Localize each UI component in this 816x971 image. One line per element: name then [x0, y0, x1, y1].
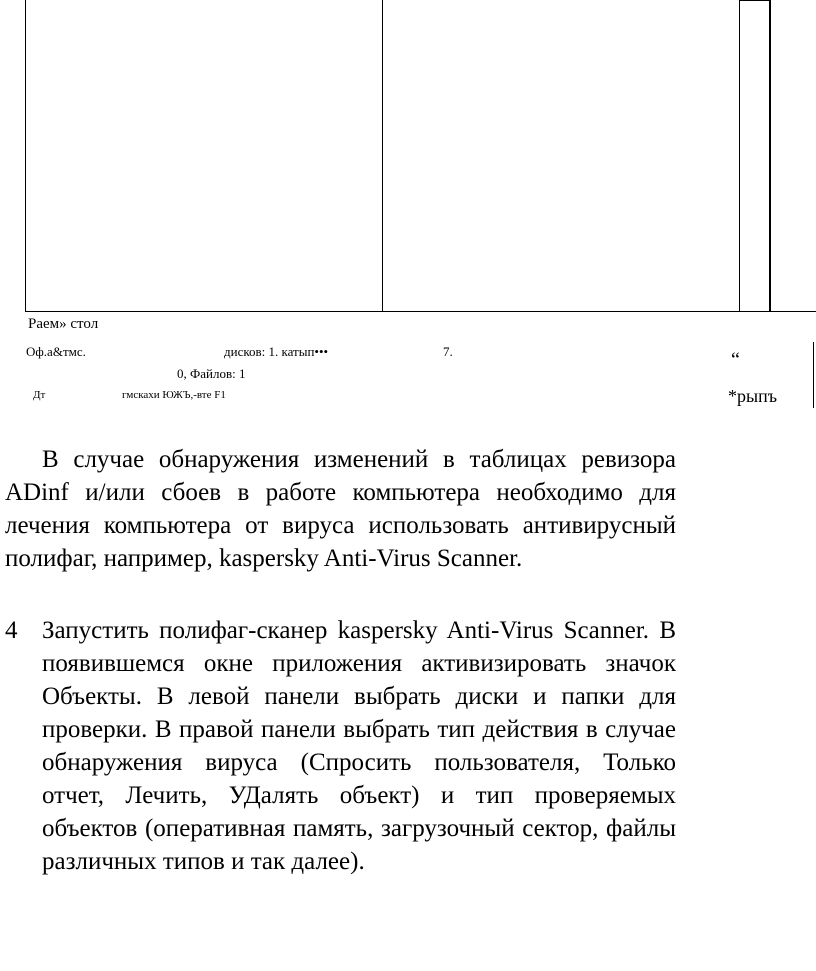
status-panel-border — [813, 342, 814, 408]
body-paragraph — [5, 443, 676, 575]
status-count: 7. — [443, 344, 453, 359]
status-hint-left: Дт — [33, 389, 46, 401]
window-frame-bottom — [25, 311, 816, 312]
numbered-step — [5, 614, 676, 878]
right-button-label[interactable]: *рыпъ — [728, 386, 778, 406]
panel-divider — [382, 0, 383, 312]
status-disks: дисков: 1. катып••• — [224, 344, 329, 359]
desktop-label: Раем» стол — [28, 316, 99, 332]
scrollbar-track[interactable] — [739, 0, 770, 311]
status-objects: Оф.а&тмс. — [26, 344, 86, 359]
step-number: 4 — [5, 617, 18, 644]
status-hint: гмскахи ЮЖЪ,-втe F1 — [122, 389, 226, 401]
step-text: Запустить полифаг-сканер kaspersky Anti-Virus Scanner. В появившемся окне приложения активизировать значок Объекты. В левой панели выбрать диски и папки для проверки. В правой панели выбрать тип действия в случае обнаружения вируса (Спросить пользователя, Только отчет, Лечить, УДалять объект) и тип проверяемых объектов (оперативная память, загрузочный сектор, файлы различных типов и так далее). — [42, 617, 676, 875]
window-frame-left — [25, 0, 26, 312]
status-files: 0, Файлов: 1 — [177, 366, 246, 381]
quote-mark: “ — [731, 349, 740, 371]
paragraph-text: В случае обнаружения изменений в таблицах ревизора ADinf и/или сбоев в работе компьютера необходимо для лечения компьютера от вируса использовать антивирусный полифаг, например, kaspersky Anti-Virus Scanner. — [5, 446, 676, 572]
window-frame-right — [770, 0, 771, 312]
